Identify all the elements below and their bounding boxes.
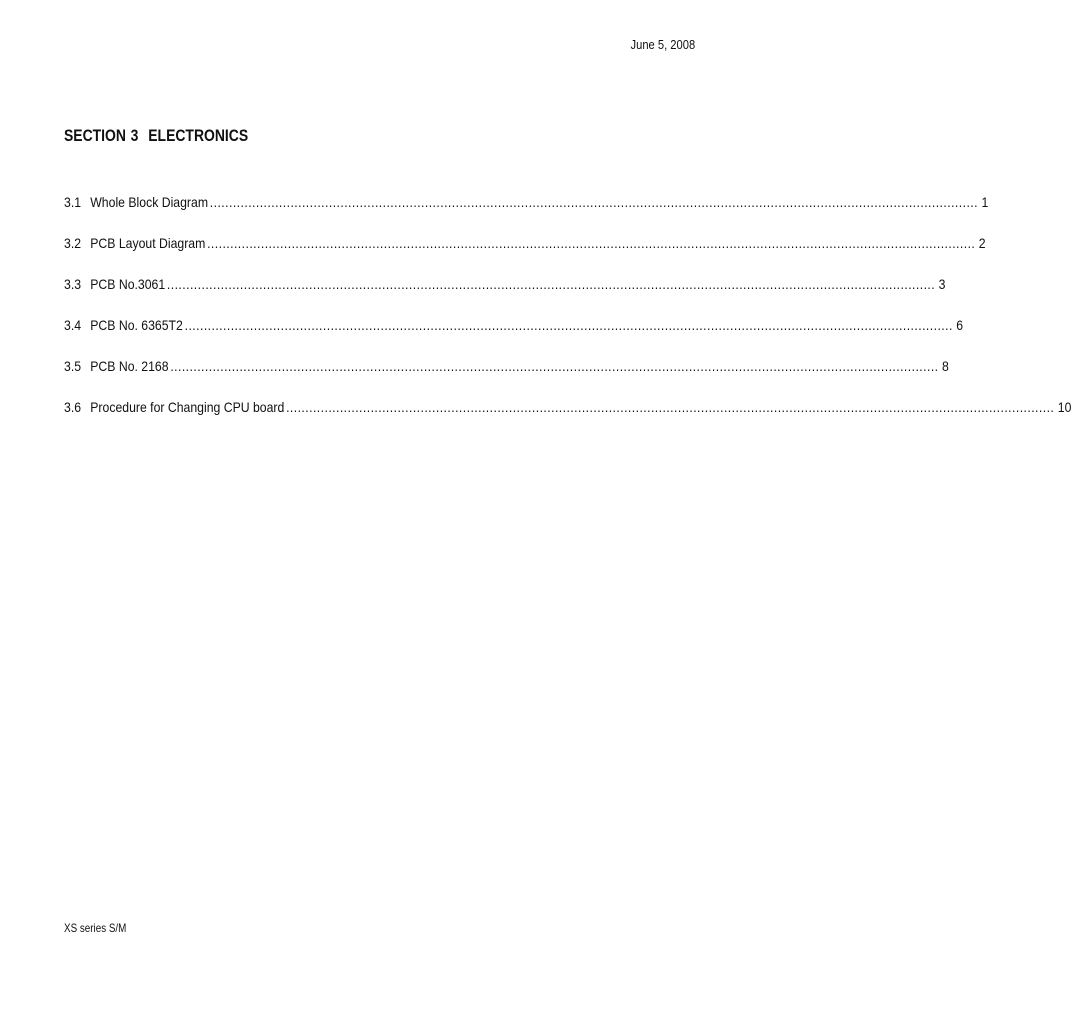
toc-entry-number: 3.2: [64, 235, 82, 251]
toc-entry-page: 3: [938, 276, 946, 292]
toc-entry-title: PCB No.3061: [90, 276, 166, 292]
toc-entry[interactable]: [64, 194, 989, 235]
document-footer: XS series S/M: [64, 921, 127, 935]
toc-entry-number: 3.6: [64, 399, 82, 415]
toc-entry-title: PCB Layout Diagram: [90, 235, 206, 251]
toc-entry-page: 1: [981, 194, 989, 210]
toc-entry-page: 2: [978, 235, 986, 251]
toc-entry-number: 3.5: [64, 358, 82, 374]
section-title: ELECTRONICS: [148, 126, 249, 145]
toc-leader-dots: ........................................................................................................................................................................................................: [170, 358, 939, 374]
toc-leader-dots: ........................................................................................................................................................................................................: [286, 399, 1055, 415]
section-heading: [64, 126, 248, 146]
toc-entry[interactable]: [64, 358, 949, 399]
toc-entry-title: Procedure for Changing CPU board: [90, 399, 285, 415]
toc-entry[interactable]: [64, 235, 986, 276]
toc-entry-page: 6: [956, 317, 964, 333]
section-number: SECTION 3: [64, 126, 139, 145]
toc-entry-title: PCB No. 6365T2: [90, 317, 183, 333]
document-date: June 5, 2008: [630, 37, 695, 52]
toc-entry-number: 3.1: [64, 194, 82, 210]
table-of-contents: [64, 194, 1071, 440]
toc-leader-dots: ........................................................................................................................................................................................................: [166, 276, 936, 292]
toc-entry-number: 3.4: [64, 317, 82, 333]
toc-entry-title: PCB No. 2168: [90, 358, 169, 374]
toc-leader-dots: ........................................................................................................................................................................................................: [207, 235, 976, 251]
toc-entry-page: 8: [942, 358, 949, 374]
toc-leader-dots: ........................................................................................................................................................................................................: [209, 194, 978, 210]
toc-leader-dots: ........................................................................................................................................................................................................: [184, 317, 953, 333]
toc-entry[interactable]: [64, 317, 964, 358]
toc-entry-page: 10: [1057, 399, 1071, 415]
toc-entry-number: 3.3: [64, 276, 82, 292]
toc-entry-title: Whole Block Diagram: [90, 194, 209, 210]
toc-entry[interactable]: [64, 399, 1071, 440]
toc-entry[interactable]: [64, 276, 946, 317]
